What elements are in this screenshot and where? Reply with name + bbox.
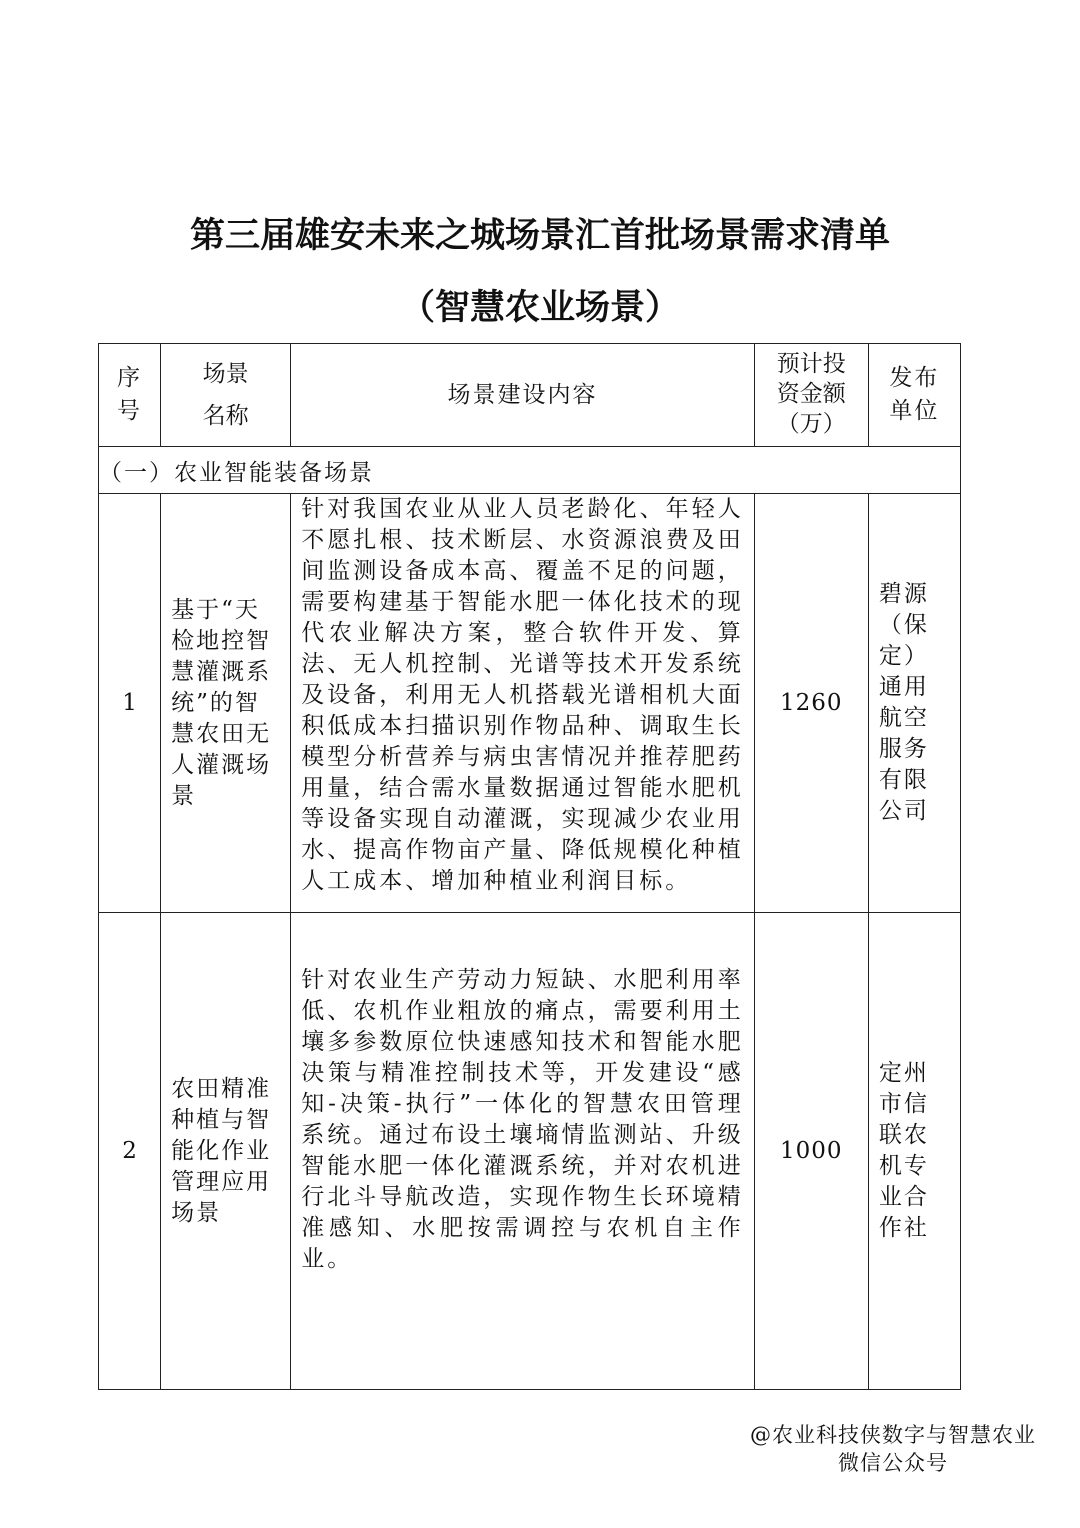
investment-amount: 1260 — [754, 494, 868, 913]
header-cell-no — [99, 344, 161, 447]
header-name-line2: 名称 — [202, 403, 249, 429]
header-cell-amount — [754, 344, 868, 447]
header-amount-label: 预计投资金额（万） — [776, 351, 846, 437]
scene-content: 针对农业生产劳动力短缺、水肥利用率低、农机作业粗放的痛点，需要利用土壤多参数原位快速感知技术和智能水肥决策与精准控制技术等，开发建设“感知-决策-执行”一体化的智慧农田管理系统。通过布设土壤墒情监测站、升级智能水肥一体化灌溉系统，并对农机进行北斗导航改造，实现作物生长环境精准感知、水肥按需调控与农机自主作业。 — [291, 913, 755, 1390]
header-unit-label: 发布单位 — [889, 365, 940, 424]
section-row — [99, 447, 961, 494]
section-title: （一）农业智能装备场景 — [99, 447, 961, 494]
header-no-label: 序号 — [117, 365, 143, 424]
document-title: 第三届雄安未来之城场景汇首批场景需求清单 — [189, 215, 890, 256]
header-name-line1: 场景 — [202, 361, 249, 387]
footer-line1: @农业科技侠数字与智慧农业 — [750, 1423, 1036, 1447]
row-number: 1 — [99, 494, 161, 913]
table-header-row — [99, 344, 961, 447]
table-row — [99, 913, 961, 1390]
scene-content: 针对我国农业从业人员老龄化、年轻人不愿扎根、技术断层、水资源浪费及田间监测设备成本高、覆盖不足的问题，需要构建基于智能水肥一体化技术的现代农业解决方案，整合软件开发、算法、无人机控制、光谱等技术开发系统及设备，利用无人机搭载光谱相机大面积低成本扫描识别作物品种、调取生长模型分析营养与病虫害情况并推荐肥药用量，结合需水量数据通过智能水肥机等设备实现自动灌溉，实现减少农业用水、提高作物亩产量、降低规模化种植人工成本、增加种植业利润目标。 — [291, 494, 755, 913]
table-row — [99, 494, 961, 913]
header-cell-unit — [868, 344, 960, 447]
watermark-footer — [750, 1421, 1036, 1477]
footer-line2: 微信公众号 — [838, 1451, 948, 1475]
header-cell-content — [291, 344, 755, 447]
document-subtitle: （智慧农业场景） — [399, 287, 680, 328]
header-content-label: 场景建设内容 — [447, 381, 598, 408]
publishing-unit-text: 碧源（保定）通用航空服务有限公司 — [878, 581, 929, 824]
publishing-unit-text: 定州市信联农机专业合作社 — [878, 1060, 929, 1241]
investment-amount: 1000 — [754, 913, 868, 1390]
publishing-unit — [868, 494, 960, 913]
header-cell-name — [161, 344, 291, 447]
scene-name: 基于“天检地控智慧灌溉系统”的智慧农田无人灌溉场景 — [161, 494, 291, 913]
requirements-table — [98, 343, 961, 1390]
scene-name: 农田精准种植与智能化作业管理应用场景 — [161, 913, 291, 1390]
row-number: 2 — [99, 913, 161, 1390]
publishing-unit — [868, 913, 960, 1390]
